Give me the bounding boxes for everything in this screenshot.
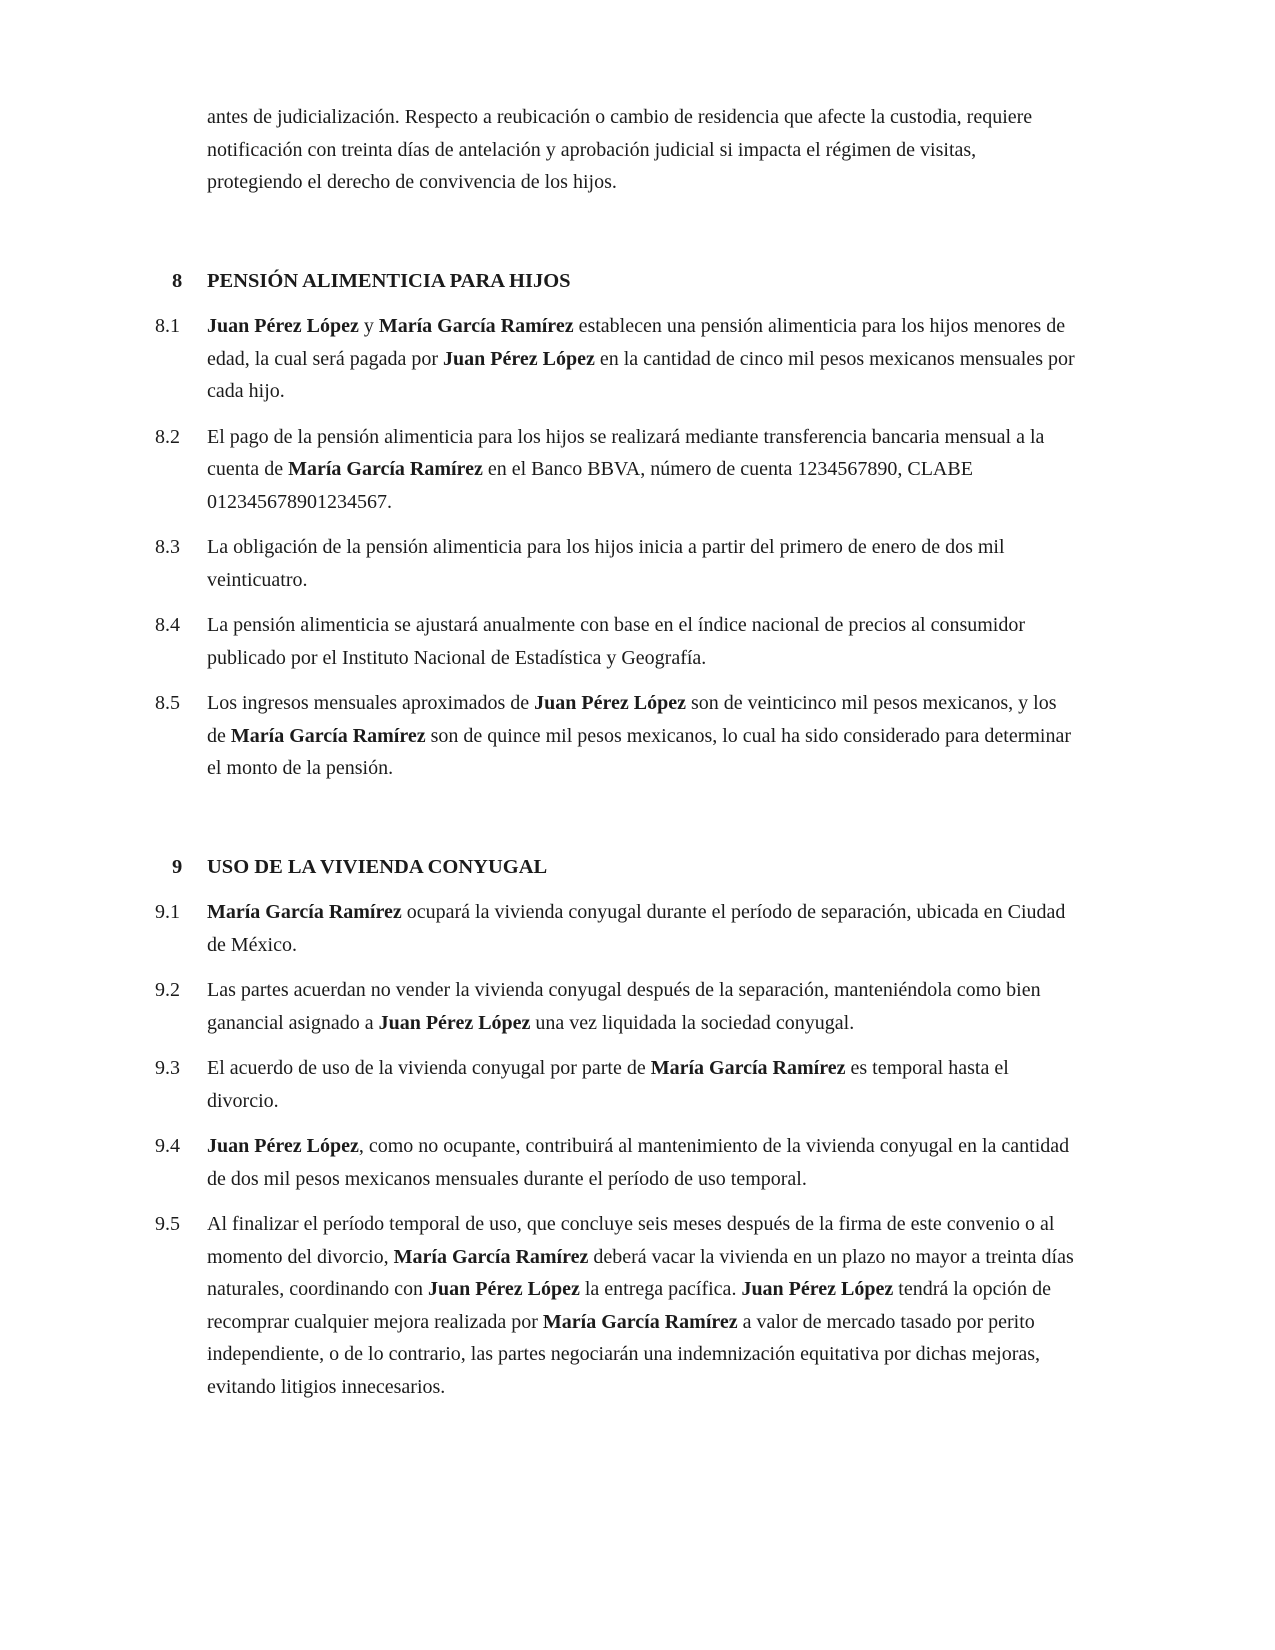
clause-item xyxy=(155,1130,1075,1195)
clause-text-run: El acuerdo de uso de la vivienda conyugal por parte de xyxy=(207,1057,651,1079)
party-name: Juan Pérez López xyxy=(428,1278,580,1300)
clause-number: 9.1 xyxy=(155,901,180,923)
party-name: María García Ramírez xyxy=(650,1057,846,1079)
clause-item xyxy=(155,687,1075,785)
clause-text-run: Las partes acuerdan no vender la vivienda conyugal después de la separación, manteniéndola como bien ganancial asignado a xyxy=(207,979,1041,1034)
clause-item xyxy=(155,896,1075,961)
clause-number: 8.1 xyxy=(155,315,180,337)
party-name: Juan Pérez López xyxy=(207,315,359,337)
clause-item xyxy=(155,1208,1075,1403)
clause-text xyxy=(207,421,1075,519)
clause-text-run: es temporal hasta el divorcio. xyxy=(207,1057,1009,1112)
clause-number: 9.4 xyxy=(155,1135,180,1157)
party-name: María García Ramírez xyxy=(542,1310,738,1333)
party-name: María García Ramírez xyxy=(230,724,426,747)
section-heading xyxy=(155,265,1075,298)
clause-number: 8.2 xyxy=(155,425,180,448)
clause-item xyxy=(155,421,1075,519)
clause-text xyxy=(207,310,1075,408)
party-name: María García Ramírez xyxy=(207,901,402,923)
clause-text-run: son de veinticinco mil pesos mexicanos, y los de xyxy=(207,692,1057,747)
clause-text-run: deberá vacar la vivienda en un plazo no mayor a treinta días naturales, coordinando con xyxy=(207,1245,1074,1300)
clause-item xyxy=(155,1052,1075,1117)
clause-number: 9.3 xyxy=(155,1057,180,1079)
clause-item xyxy=(155,974,1075,1039)
clause-text-run: establecen una pensión alimenticia para los hijos menores de edad, la cual será pagada por xyxy=(207,315,1066,370)
clause-item xyxy=(155,609,1075,674)
clause-text-run: La pensión alimenticia se ajustará anualmente con base en el índice nacional de precios al consumidor publicado por el Instituto Nacional de Estadística y Geografía. xyxy=(207,614,1026,669)
clause-text xyxy=(207,1130,1075,1195)
clause-text xyxy=(207,1052,1075,1117)
clause-text xyxy=(207,896,1075,961)
clause-number: 8.5 xyxy=(155,692,180,714)
clause-item xyxy=(155,531,1075,596)
clause-number: 8.4 xyxy=(155,614,180,636)
clause-text xyxy=(207,1208,1075,1403)
section-number: 9 xyxy=(172,855,183,878)
party-name: Juan Pérez López xyxy=(207,1135,359,1157)
clause-text-run: en la cantidad de cinco mil pesos mexicanos mensuales por cada hijo. xyxy=(207,347,1075,402)
section-title: USO DE LA VIVIENDA CONYUGAL xyxy=(207,855,548,878)
clause-text xyxy=(207,687,1075,785)
clause-text-run: tendrá la opción de recomprar cualquier mejora realizada por xyxy=(207,1278,1051,1333)
clause-text xyxy=(207,974,1075,1039)
clause-text-run: Al finalizar el período temporal de uso, que concluye seis meses después de la firma de este convenio o al momento del divorcio, xyxy=(207,1213,1055,1268)
clause-text-run: en el Banco BBVA, número de cuenta 1234567890, CLABE 012345678901234567. xyxy=(207,458,973,513)
clause-text-run: y xyxy=(358,315,379,337)
clause-text-run: Los ingresos mensuales aproximados de xyxy=(207,692,535,714)
clause-text-run: El pago de la pensión alimenticia para los hijos se realizará mediante transferencia bancaria mensual a la cuenta de xyxy=(207,425,1045,480)
clause-text-run: la entrega pacífica. xyxy=(579,1278,742,1300)
clause-text-run: son de quince mil pesos mexicanos, lo cual ha sido considerado para determinar el monto de la pensión. xyxy=(207,724,1072,779)
section-number: 8 xyxy=(172,269,183,292)
clause-number: 9.2 xyxy=(155,979,180,1001)
party-name: Juan Pérez López xyxy=(534,692,686,714)
party-name: María García Ramírez xyxy=(393,1245,589,1268)
clause-item xyxy=(155,310,1075,408)
intro-paragraph xyxy=(207,101,1075,199)
party-name: Juan Pérez López xyxy=(741,1278,894,1300)
clause-text-run: , como no ocupante, contribuirá al mantenimiento de la vivienda conyugal en la cantidad de dos mil pesos mexicanos mensuales durante el período de uso temporal. xyxy=(207,1135,1070,1190)
sections-container xyxy=(155,265,1075,1404)
clause-text xyxy=(207,531,1075,596)
clause-text-run: La obligación de la pensión alimenticia para los hijos inicia a partir del primero de enero de dos mil veinticuatro. xyxy=(207,536,1005,591)
party-name: Juan Pérez López xyxy=(443,347,595,370)
clause-text-run: ocupará la vivienda conyugal durante el período de separación, ubicada en Ciudad de México. xyxy=(207,901,1066,956)
party-name: María García Ramírez xyxy=(288,458,483,480)
clause-number: 8.3 xyxy=(155,536,180,558)
section-title: PENSIÓN ALIMENTICIA PARA HIJOS xyxy=(207,269,571,292)
party-name: Juan Pérez López xyxy=(378,1011,531,1034)
section-heading xyxy=(155,851,1075,884)
clause-text-run: a valor de mercado tasado por perito independiente, o de lo contrario, las partes negociarán una indemnización equitativa por dichas mejoras, evitando litigios innecesarios. xyxy=(207,1310,1041,1398)
clause-text-run: una vez liquidada la sociedad conyugal. xyxy=(530,1011,855,1034)
clause-number: 9.5 xyxy=(155,1213,180,1235)
clause-text xyxy=(207,609,1075,674)
party-name: María García Ramírez xyxy=(378,315,574,337)
clause-text-run: antes de judicialización. Respecto a reubicación o cambio de residencia que afecte la custodia, requiere notificación con treinta días de antelación y aprobación judicial si impacta el régimen de visitas, protegiendo el derecho de convivencia de los hijos. xyxy=(207,106,1033,193)
